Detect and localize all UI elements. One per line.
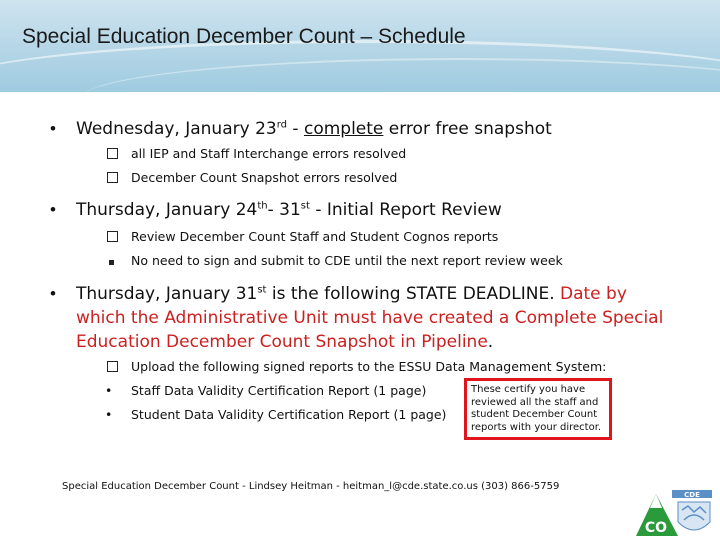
item-date: Thursday, January 24	[76, 200, 258, 220]
bullet-icon: •	[50, 119, 56, 138]
sub-item	[105, 383, 427, 399]
item-description: is the following STATE DEADLINE.	[266, 284, 555, 304]
checkbox-icon	[107, 359, 118, 376]
sub-item	[131, 146, 406, 162]
sub-item	[105, 407, 447, 423]
checkbox-icon	[107, 170, 118, 187]
logo-main-text: CO	[644, 520, 668, 536]
bullet-icon: •	[50, 284, 56, 303]
checkbox-icon	[107, 229, 118, 246]
cde-logo	[632, 488, 714, 538]
sub-item-text: all IEP and Staff Interchange errors resolved	[131, 146, 407, 161]
item-date-range: - 31	[267, 200, 301, 220]
bullet-icon: •	[105, 407, 113, 422]
date-suffix: th	[257, 200, 268, 212]
item-date: Thursday, January 31	[76, 284, 258, 304]
sub-item	[131, 229, 498, 245]
sub-item	[131, 253, 563, 269]
sub-item-text: Review December Count Staff and Student Cognos reports	[131, 229, 499, 244]
page-title: Special Education December Count – Schedule	[22, 25, 466, 48]
sub-item-text: Student Data Validity Certification Report (1 page)	[131, 407, 447, 422]
checkbox-icon	[107, 146, 118, 163]
date-suffix: rd	[276, 119, 288, 131]
date-suffix: st	[300, 200, 310, 212]
date-suffix: st	[257, 284, 267, 296]
title-banner	[0, 0, 720, 92]
deadline-highlight: Date by which the Administrative Unit must have created a Complete Special Education December Count Snapshot in Pipeline	[76, 284, 664, 352]
item-period: .	[487, 332, 494, 352]
sub-item	[131, 359, 606, 375]
sub-item-text: Staff Data Validity Certification Report (1 page)	[131, 383, 427, 398]
schedule-item	[50, 282, 676, 354]
logo-top-text: CDE	[684, 491, 700, 499]
item-description: - Initial Report Review	[309, 200, 502, 220]
item-emphasis: complete	[303, 119, 384, 139]
sub-item-text: December Count Snapshot errors resolved	[131, 170, 398, 185]
schedule-item	[50, 117, 552, 141]
item-description: error free snapshot	[383, 119, 552, 139]
item-date: Wednesday, January 23	[76, 119, 277, 139]
square-bullet-icon	[107, 253, 114, 269]
callout-note: These certify you have reviewed all the staff and student December Count reports with your director.	[464, 378, 612, 440]
bullet-icon: •	[105, 383, 113, 398]
schedule-item	[50, 198, 502, 222]
footer-contact: Special Education December Count - Lindsey Heitman - heitman_l@cde.state.co.us (303) 866-5759	[62, 481, 560, 492]
bullet-icon: •	[50, 200, 56, 219]
sub-item-text: Upload the following signed reports to the ESSU Data Management System:	[131, 359, 607, 374]
sub-item-text: No need to sign and submit to CDE until the next report review week	[131, 253, 563, 268]
item-dash: -	[287, 119, 304, 139]
logo-snowcap	[650, 494, 662, 508]
logo-shield	[678, 502, 710, 530]
sub-item	[131, 170, 397, 186]
